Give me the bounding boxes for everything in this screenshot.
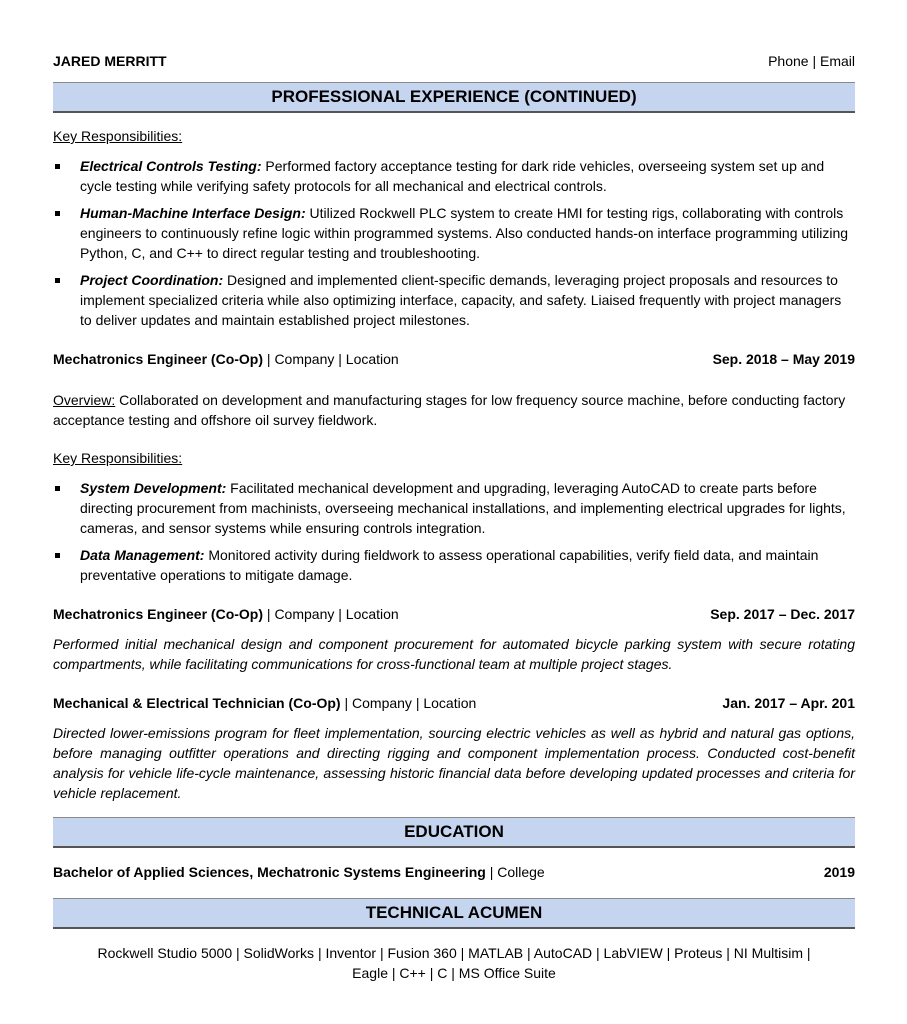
job3-summary: Performed initial mechanical design and component procurement for automated bicycle parking system with secure rotating compartments, while facilitating communications for cross-functional team at multiple project stages. [53,636,855,672]
job-title: Mechatronics Engineer (Co-Op) [53,606,264,622]
candidate-name: JARED MERRITT [53,53,167,69]
job4-summary: Directed lower-emissions program for fleet implementation, sourcing electric vehicles as well as hybrid and natural gas options, before managing outfitter operations and directing rigging and component implementation process. Conducted cost-benefit analysis for vehicle life-cycle maintenance, assessing historic financial data before developing updated processes and criteria for vehicle replacement. [53,725,855,801]
header [53,53,855,73]
bullet-text: Facilitated mechanical development and upgrading, leveraging AutoCAD to create parts before directing procurement from machinists, overseeing mechanical installations, and implementing electrical upgrades for lights, cameras, and sensor systems while ensuring controls integration. [80,480,846,536]
bullet-title: Data Management: [80,547,205,563]
bullet-title: Electrical Controls Testing: [80,158,262,174]
graduation-year: 2019 [823,864,855,880]
job-meta: | Company | Location [263,351,399,367]
job-title: Mechanical & Electrical Technician (Co-Op) [53,695,341,711]
section-header-technical: TECHNICAL ACUMEN [53,898,855,929]
degree: Bachelor of Applied Sciences, Mechatronic Systems Engineering [53,864,486,880]
list-item [53,203,855,263]
bullet-title: Human-Machine Interface Design: [80,205,306,221]
technical-skills [53,943,855,983]
job-dates: Jan. 2017 – Apr. 201 [722,695,855,711]
bullet-text: Monitored activity during fieldwork to assess operational capabilities, verify field data, and maintain preventative operations to mitigate damage. [80,547,819,583]
skills-line: Eagle | C++ | C | MS Office Suite [352,965,556,981]
bullet-icon [55,486,60,491]
job2-header [53,351,855,371]
key-responsibilities-label: Key Responsibilities: [53,450,183,466]
education-entry [53,864,855,884]
list-item [53,156,855,196]
section-header-experience: PROFESSIONAL EXPERIENCE (CONTINUED) [53,82,855,113]
bullet-icon [55,278,60,283]
job3-header [53,606,855,626]
bullet-icon [55,553,60,558]
overview-text: Collaborated on development and manufacturing stages for low frequency source machine, before conducting factory acceptance testing and offshore oil survey fieldwork. [53,392,846,428]
list-item [53,270,855,330]
job-meta: | Company | Location [340,695,477,711]
job-dates: Sep. 2018 – May 2019 [712,351,855,367]
bullet-title: Project Coordination: [80,272,224,288]
school: | College [485,864,545,880]
bullet-text: Utilized Rockwell PLC system to create HMI for testing rigs, collaborating with controls engineers to continuously refine logic within programmed systems. Also conducted hands-on interface programming utilizing Python, C, and C++ to direct regular testing and troubleshooting. [80,205,849,261]
list-item [53,478,855,538]
key-responsibilities-label: Key Responsibilities: [53,128,183,144]
contact-info: Phone | Email [768,53,855,69]
overview-label: Overview: [53,392,116,408]
bullet-title: System Development: [80,480,227,496]
bullet-text: Performed factory acceptance testing for dark ride vehicles, overseeing system set up and cycle testing while verifying safety protocols for all mechanical and electrical controls. [80,158,825,194]
job2-overview [53,390,855,430]
bullet-icon [55,211,60,216]
skills-line: Rockwell Studio 5000 | SolidWorks | Inventor | Fusion 360 | MATLAB | AutoCAD | LabVIEW | Proteus | NI Multisim | [97,945,811,961]
job-meta: | Company | Location [263,606,399,622]
job4-header [53,695,855,715]
job-title: Mechatronics Engineer (Co-Op) [53,351,264,367]
job1-responsibilities [53,156,855,337]
job2-responsibilities [53,478,855,592]
bullet-icon [55,164,60,169]
bullet-text: Designed and implemented client-specific demands, leveraging project proposals and resources to implement specialized criteria while also optimizing interface, capacity, and safety. Liaised frequently with project managers to deliver updates and maintain established project milestones. [80,272,842,328]
section-header-education: EDUCATION [53,817,855,848]
list-item [53,545,855,585]
job-dates: Sep. 2017 – Dec. 2017 [710,606,855,622]
